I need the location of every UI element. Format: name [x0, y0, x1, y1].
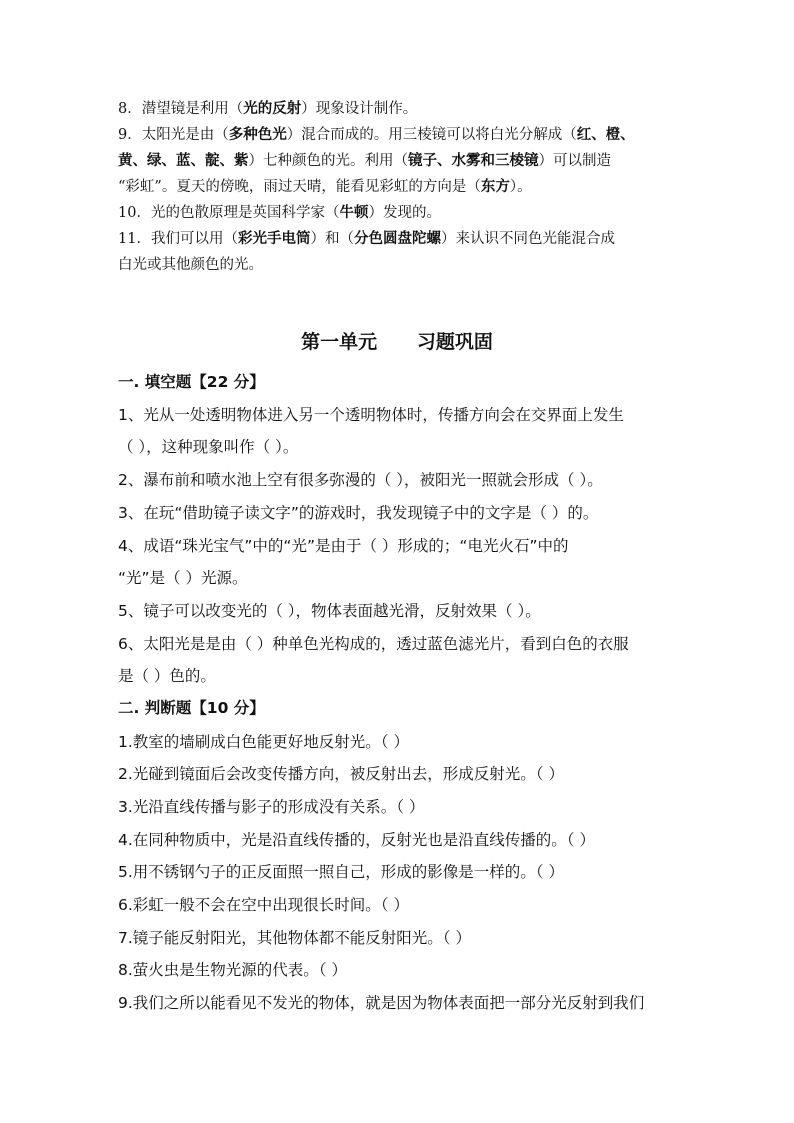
- fill-line: 1、光从一处透明物体进入另一个透明物体时，传播方向会在交界面上发生: [118, 406, 624, 424]
- judge-line: 2.光碰到镜面后会改变传播方向，被反射出去，形成反射光。（ ）: [118, 765, 564, 783]
- judge-line: 8.萤火虫是生物光源的代表。（ ）: [118, 961, 347, 979]
- review-item-9-cont2: “彩虹”。夏天的傍晚，雨过天晴，能看见彩虹的方向是（东方）。: [118, 178, 532, 195]
- fill-line: 6、太阳光是是由（ ）种单色光构成的，透过蓝色滤光片，看到白色的衣服: [118, 635, 629, 653]
- review-item-11: 11．我们可以用（彩光手电筒）和（分色圆盘陀螺）来认识不同色光能混合成: [118, 230, 615, 247]
- fill-line: 是（ ）色的。: [118, 667, 216, 685]
- answer-text: 牛顿: [339, 204, 369, 221]
- review-item-9-cont: 黄、绿、蓝、靛、紫）七种颜色的光。利用（镜子、水雾和三棱镜）可以制造: [118, 152, 611, 169]
- judge-line: 3.光沿直线传播与影子的形成没有关系。（ ）: [118, 798, 425, 816]
- review-item-10: 10．光的色散原理是英国科学家（牛顿）发现的。: [118, 204, 441, 221]
- fill-section-heading: 一. 填空题【22 分】: [118, 373, 265, 391]
- page-title: 第一单元 习题巩固: [301, 331, 493, 353]
- fill-line: 4、成语“珠光宝气”中的“光”是由于（ ）形成的；“电光火石”中的: [118, 537, 569, 555]
- fill-line: （ ），这种现象叫作（ ）。: [118, 438, 299, 456]
- review-item-8: 8．潜望镜是利用（光的反射）现象设计制作。: [118, 100, 418, 117]
- review-item-9: 9．太阳光是由（多种色光）混合而成的。用三棱镜可以将白光分解成（红、橙、: [118, 126, 635, 143]
- answer-text: 红、橙、: [576, 126, 635, 143]
- answer-text: 多种色光: [228, 126, 287, 143]
- answer-text: 彩光手电筒: [237, 230, 311, 247]
- answer-text: 黄、绿、蓝、靛、紫: [118, 152, 249, 169]
- judge-line: 7.镜子能反射阳光，其他物体都不能反射阳光。（ ）: [118, 929, 471, 947]
- answer-text: 分色圆盘陀螺: [353, 230, 441, 247]
- judge-line: 1.教室的墙刷成白色能更好地反射光。（ ）: [118, 733, 409, 751]
- fill-line: 5、镜子可以改变光的（ ），物体表面越光滑，反射效果（ ）。: [118, 602, 541, 620]
- judge-section-heading: 二. 判断题【10 分】: [118, 699, 265, 717]
- fill-line: “光”是（ ）光源。: [118, 569, 248, 587]
- fill-line: 3、在玩“借助镜子读文字”的游戏时，我发现镜子中的文字是（ ）的。: [118, 504, 599, 522]
- judge-line: 6.彩虹一般不会在空中出现很长时间。（ ）: [118, 896, 409, 914]
- judge-line: 4.在同种物质中，光是沿直线传播的，反射光也是沿直线传播的。（ ）: [118, 831, 595, 849]
- answer-text: 东方: [480, 178, 510, 195]
- answer-text: 镜子、水雾和三棱镜: [408, 152, 539, 169]
- fill-line: 2、瀑布前和喷水池上空有很多弥漫的（ ），被阳光一照就会形成（ ）。: [118, 471, 603, 489]
- answer-text: 光的反射: [243, 100, 302, 117]
- judge-line: 5.用不锈钢勺子的正反面照一照自己，形成的影像是一样的。（ ）: [118, 863, 564, 881]
- review-item-11-cont: 白光或其他颜色的光。: [118, 257, 263, 273]
- judge-line: 9.我们之所以能看见不发光的物体，就是因为物体表面把一部分光反射到我们: [118, 994, 645, 1012]
